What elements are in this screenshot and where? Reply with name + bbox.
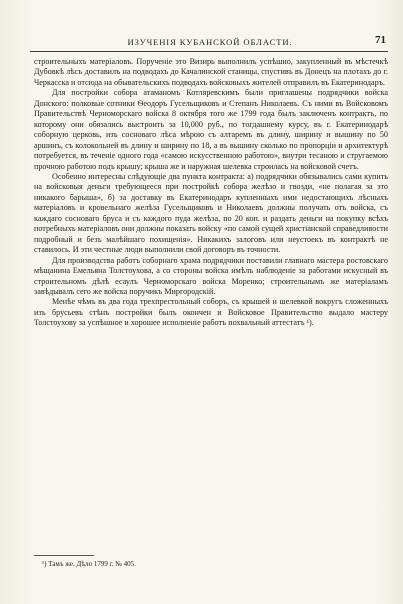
page-header — [30, 34, 390, 50]
page-number: 71 — [375, 34, 386, 46]
running-title: ИЗУЧЕНІЯ КУБАНСКОЙ ОБЛАСТИ. — [127, 37, 293, 47]
paragraph: Для производства работъ соборнаго храма подрядчики поставили главнаго мастера ростовскаго мѣщанина Емельяна Толстоухова, а со стороны войска имѣлъ наблюденіе за работами искусный въ строительномъ дѣлѣ есаулъ Черноморскаго войска Моренко; строительнымъ же матеріаламъ завѣдывалъ сего же войска поручикъ Миргородскій. — [34, 255, 388, 296]
paragraph: Для постройки собора атаманомъ Котляревскимъ были приглашены подрядчики войска Донского: полковые сотники Ѳеодоръ Гусельщиковъ и Степанъ Николаевъ. Съ ними въ Войсковомъ Правительствѣ Черноморскаго войска 8 октября того же 1799 года былъ заключенъ контрактъ, по которому они обязались выстроить за 10,000 руб., по тогдашнему курсу, въ г. Екатеринодарѣ соборную церковь, изъ сосноваго лѣса мѣрою съ алтаремъ въ длину, ширину и вышину по 50 аршинъ, съ колокольней въ длину и ширину по 18, а въ вышину сколько по пропорціи и архитектурѣ потребуется, въ теченіе одного года «самою искусственною работою», внутри тесаною и стругаемою прочною работою подъ крышу; крыша же и наружная шелевка строилась на войсковой счетъ. — [34, 88, 388, 171]
footnote: ¹) Тамъ же. Дѣло 1799 г. № 405. — [42, 560, 136, 568]
header-rule — [30, 51, 388, 52]
paragraph: Особенно интересны слѣдующіе два пункта контракта: а) подрядчики обязывались сами купить на войсковыя деньги требующееся при постройкѣ собора желѣзо и гвозди, «не полагая за это никакого барыша», б) за доставку въ Екатеринодаръ купленныхъ ими недостающихъ лѣсныхъ матеріаловъ и кровельнаго желѣза Гусельщиковъ и Николаевъ должны получать отъ войска, съ каждаго сосноваго бруса и съ каждого пуда желѣза, по 20 коп. и раздать деньги на покупку всѣхъ потребныхъ матеріаловъ они должны показать войску «по самой сущей христіанской справедливости подробный и безъ малѣйшаго похищенія». Никакихъ залоговъ или неустоекъ въ контрактѣ не ставилось. И эти честные люди выполнили свой договоръ въ точности. — [34, 171, 388, 255]
footnote-rule — [34, 555, 94, 556]
paragraph: Менѣе чѣмъ въ два года трехпрестольный соборъ, съ крышей и шелевкой вокругъ сложенныхъ изъ брусьевъ стѣнъ постройки былъ окончен и Войсковое Правительство выдало мастеру Толстоухову за успѣшное и хорошее исполненіе работъ похвальный аттестатъ ¹). — [34, 297, 388, 328]
paragraph: строительныхъ матеріаловъ. Порученіе это Визирь выполнилъ успѣшно, закупленный въ мѣстечкѣ Дубовкѣ лѣсъ доставилъ на подводахъ до Качалинской станицы, спустивъ въ Донецъ на плотахъ до г. Черкасска и отсюда на обывательскихъ подводахъ войсковыхъ жителей отправилъ въ Екатеринодаръ. — [34, 57, 388, 87]
body-text — [34, 57, 388, 329]
